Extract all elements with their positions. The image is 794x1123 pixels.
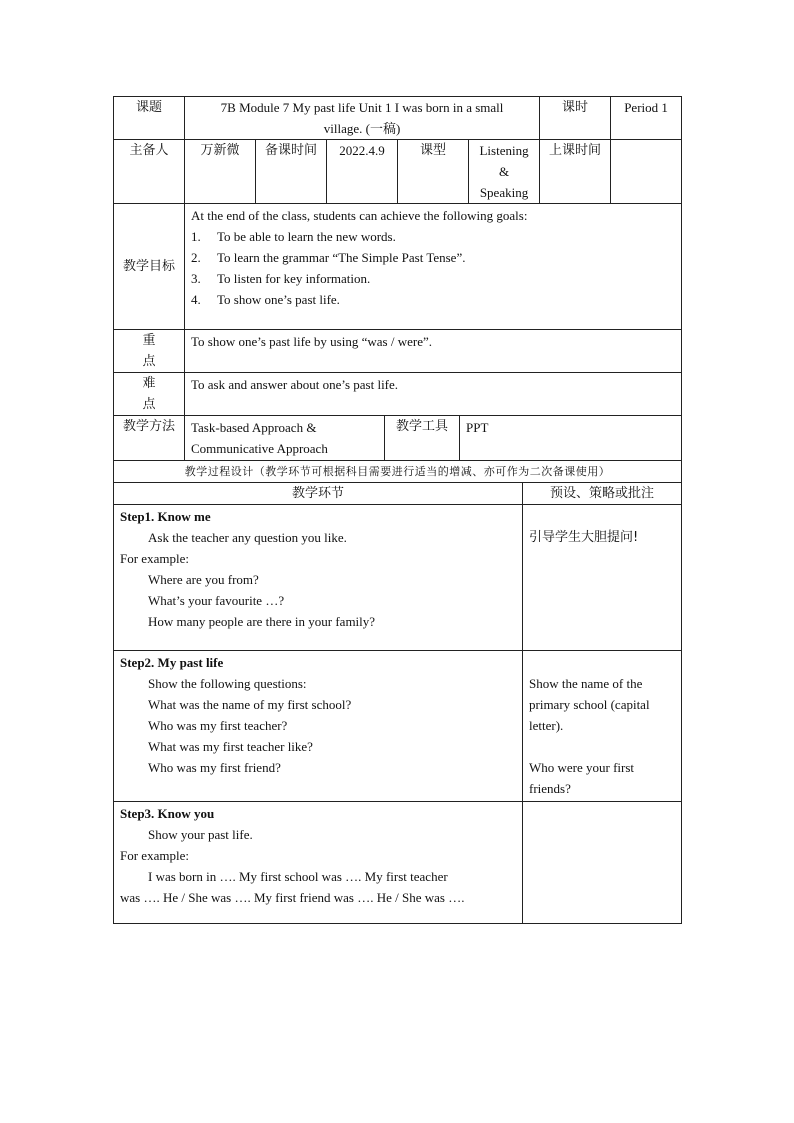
objective-item: 2. To learn the grammar “The Simple Past Tense”. — [191, 250, 466, 265]
lesson-type-line-2: & — [498, 164, 510, 179]
note-line: letter). — [529, 718, 564, 733]
topic-label: 课题 — [114, 97, 185, 140]
step-3-cell — [114, 802, 523, 924]
difficulty-label: 难 点 — [114, 373, 185, 416]
note-line: Who were your first — [529, 760, 635, 775]
step-line: Show the following questions: — [148, 676, 307, 691]
objective-item: 4. To show one’s past life. — [191, 292, 340, 307]
col-notes-header: 预设、策略或批注 — [523, 483, 682, 505]
lesson-plan-page — [113, 96, 681, 924]
step-line: What’s your favourite …? — [148, 593, 285, 608]
methods-label: 教学方法 — [114, 416, 185, 461]
tools-label: 教学工具 — [385, 416, 460, 461]
lesson-type-label: 课型 — [398, 140, 469, 204]
step-title: Step3. Know you — [120, 806, 215, 821]
period-value: Period 1 — [611, 97, 682, 140]
note-line: friends? — [529, 781, 571, 796]
preparer-label: 主备人 — [114, 140, 185, 204]
step-line: was …. He / She was …. My first friend was …. He / She was …. — [120, 890, 465, 905]
col-steps-header: 教学环节 — [114, 483, 523, 505]
step-line: How many people are there in your family? — [148, 614, 376, 629]
step-2-cell — [114, 651, 523, 802]
objectives-label: 教学目标 — [114, 204, 185, 330]
objectives-intro: At the end of the class, students can achieve the following goals: — [191, 208, 528, 223]
topic-line-2: village. (一稿) — [323, 121, 401, 136]
note-line: 引导学生大胆提问! — [529, 530, 639, 545]
difficulty-text: To ask and answer about one’s past life. — [185, 373, 682, 416]
lesson-type-line-1: Listening — [479, 143, 529, 158]
key-point-label: 重 点 — [114, 330, 185, 373]
process-title: 教学过程设计（教学环节可根据科目需要进行适当的增减、亦可作为二次备课使用） — [114, 461, 682, 483]
step-line: What was my first teacher like? — [148, 739, 313, 754]
topic-line-1: 7B Module 7 My past life Unit 1 I was born in a small — [220, 100, 504, 115]
preparer-value: 万新微 — [185, 140, 256, 204]
process-table — [113, 482, 682, 924]
objectives-cell — [185, 204, 682, 330]
note-line: Show the name of the — [529, 676, 643, 691]
step-line: For example: — [120, 848, 189, 863]
topic-value — [185, 97, 540, 140]
step-line: I was born in …. My first school was …. My first teacher — [148, 869, 448, 884]
step-title: Step2. My past life — [120, 655, 224, 670]
key-point-text: To show one’s past life by using “was / were”. — [185, 330, 682, 373]
step-line: Show your past life. — [148, 827, 253, 842]
step-1-note — [523, 505, 682, 651]
step-line: What was the name of my first school? — [148, 697, 352, 712]
note-line: primary school (capital — [529, 697, 650, 712]
objective-item: 1. To be able to learn the new words. — [191, 229, 396, 244]
methods-value: Task-based Approach & Communicative Approach — [185, 416, 385, 461]
step-line: Who was my first friend? — [148, 760, 281, 775]
period-label: 课时 — [540, 97, 611, 140]
tools-value: PPT — [460, 416, 682, 461]
step-line: Where are you from? — [148, 572, 259, 587]
lesson-goals-table — [113, 203, 682, 483]
lesson-type-line-3: Speaking — [479, 185, 529, 200]
step-3-note — [523, 802, 682, 924]
prep-time-value: 2022.4.9 — [327, 140, 398, 204]
step-2-note — [523, 651, 682, 802]
prep-time-label: 备课时间 — [256, 140, 327, 204]
step-1-cell — [114, 505, 523, 651]
objectives-list — [191, 226, 675, 310]
lesson-type-value — [469, 140, 540, 204]
step-line: Ask the teacher any question you like. — [148, 530, 347, 545]
class-time-value — [611, 140, 682, 204]
step-line: For example: — [120, 551, 189, 566]
step-line: Who was my first teacher? — [148, 718, 288, 733]
step-title: Step1. Know me — [120, 509, 211, 524]
class-time-label: 上课时间 — [540, 140, 611, 204]
lesson-info-table — [113, 96, 682, 204]
objective-item: 3. To listen for key information. — [191, 271, 371, 286]
